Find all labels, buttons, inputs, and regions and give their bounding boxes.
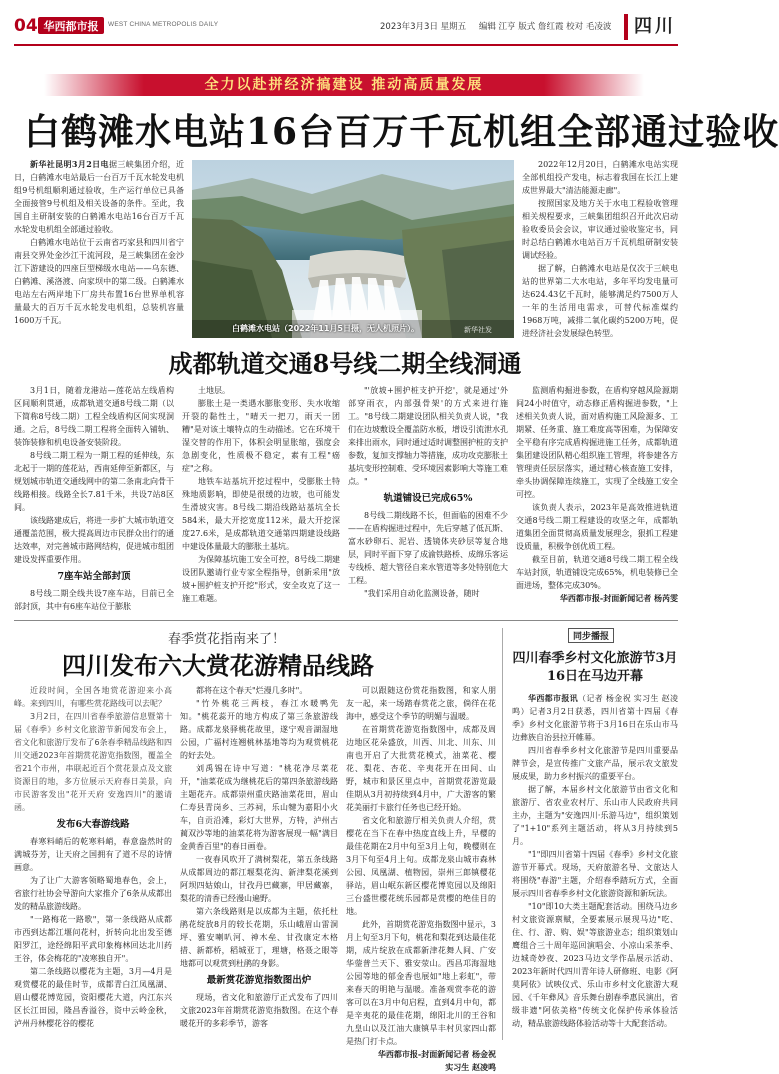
dam-photo bbox=[192, 160, 514, 338]
paragraph: 土地层。 bbox=[198, 386, 230, 395]
masthead-meta bbox=[380, 20, 621, 32]
section-divider bbox=[14, 620, 678, 621]
flower-credit: 华西都市报-封面新闻记者 杨金祝 bbox=[377, 1049, 496, 1059]
paragraph: 近段时间，全国各地赏花游迎来小高峰。来到四川，有哪些赏花路线可以去呢？ bbox=[14, 686, 172, 708]
metro-subhead-1: 7座车站全部封顶 bbox=[57, 571, 131, 582]
paragraph: 为保障基坑施工安全可控，8号线二期建设团队邀请行业专家全程指导，创新采用"放坡+围护桩支护开挖"形式，安全攻克了这一施工难题。 bbox=[182, 555, 340, 603]
page-number: 04 bbox=[14, 16, 38, 36]
paragraph: 此外，首期赏花游览指数图中显示，3月上旬至3月下旬，桃花和梨花到达最佳花期，成片绽放在成都新津花舞人间、广安华蓥普兰天下、雅安荥山。西昌邛海湿地公园等地的郁金香也展如"地上彩虹"，带来春天的明艳与温暖。准备观赏李花的游客可以在3月中旬启程，直到4月中旬，都是辛夷花的最佳花期，绵阳北川的王谷和九皇山以及江油大康镇旱丰村贝家四山都是热门打卡点。 bbox=[346, 920, 496, 1046]
paragraph: 8号线二期线路不长，但面临的困难不少——在盾构掘进过程中，先后穿越了低瓦斯、富水砂卵石、泥岩、透镜体夹砂层等复合地层，同时平面下穿了成渝铁路桥、成绵乐客运专线桥、超大管径自来水管道等多处特别危大工程。 bbox=[348, 511, 508, 585]
top-story-col2 bbox=[522, 158, 678, 338]
flower-kicker: 春季赏花指南来了！ bbox=[168, 632, 286, 647]
flower-credit-2: 实习生 赵凌鸣 bbox=[445, 1062, 496, 1072]
paragraph: "10"即10大类主题配套活动。围绕马边乡村文旅资源禀赋，全要素展示展现马边"吃、住、行、游、购、娱"等旅游业态；组织策划山鹰组合三十周年巡回演唱会、小凉山采茶季、边城奇妙夜、2023马边文学作品展示活动、2023年新时代四川青年诗人研修班、电影《阿莫阿依》试映仪式、乐山市乡村文化旅游大观园、《千年彝风》音乐舞台剧春季惠民演出，省级非遗"阿依美格"传统文化保护传承体验活动，精品旅游线路体验活动等十大配套活动。 bbox=[512, 902, 678, 1028]
second-headline: 成都轨道交通8号线二期全线洞通 bbox=[168, 349, 522, 378]
masthead-rule bbox=[14, 44, 678, 46]
metro-col1 bbox=[14, 384, 174, 614]
editor-credits: 编辑 江亨 版式 詹红霞 校对 毛凌波 bbox=[478, 22, 612, 32]
paragraph: 白鹤滩水电站位于云南省巧家县和四川省宁南县交界处金沙江干流河段，是三峡集团在金沙江下游建设的四座巨型梯级水电站——乌东德、白鹤滩、溪洛渡、向家坝中的第二级。白鹤滩水电站左右两岸地下厂房共布置16台世界单机容量最大的百万千瓦水轮发电机组，总装机容量1600万千瓦。 bbox=[14, 238, 184, 325]
column-divider bbox=[502, 628, 503, 1040]
paragraph: 第二条线路以樱花为主题，3月—4月是观赏樱花的最佳时节，成都青白江凤凰湖、眉山樱花博览园，资阳樱花大道，内江东兴区长江田园，隆昌香溢谷，资中云岭金秋，泸州丹林樱花谷的樱花 bbox=[14, 967, 172, 1028]
flower-headline: 四川发布六大赏花游精品线路 bbox=[62, 651, 374, 680]
paragraph: 一夜春风吹开了满树梨花，第五条线路从成都周边的都江堰梨花沟、新津梨花溪到阿坝四姑娘山，甘孜丹巴藏寨，甲居藏寨，梨花的清香已经漫山遍野。 bbox=[180, 855, 338, 903]
section-tag: 四川 bbox=[624, 14, 678, 40]
paragraph: 现场，省文化和旅游厅正式发布了四川文旅2023年首期赏花游览指数图。在这个春暖花开的多彩季节，游客 bbox=[180, 993, 338, 1028]
paragraph: 华西都市报讯（记者 杨金祝 实习生 赵凌鸣）记者3月2日获悉，四川省第十四届《春季》乡村文化旅游节将于3月16日在乐山市马边彝族自治县拉开帷幕。 bbox=[512, 693, 678, 742]
paragraph: 8号线二期全线共设7座车站，目前已全部封顶，其中有6座车站位于膨胀 bbox=[14, 589, 174, 611]
sidebar-headline: 四川春季乡村文化旅游节3月16日在马边开幕 bbox=[512, 651, 678, 684]
brand-subtitle: WEST CHINA METROPOLIS DAILY bbox=[108, 21, 219, 28]
paragraph: 省文化和旅游厅相关负责人介绍，赏樱花在当下在春中热度直线上升，早樱的最佳花期在2月中旬至3月上旬，晚樱则在3月下旬至4月上旬。成都龙泉山城市森林公园、凤凰湖、植物园，崇州三郎镇樱花驿站，眉山岷东新区樱花博览园以及绵阳三台盛世樱花统乐园都是赏樱的绝佳目的地。 bbox=[346, 816, 496, 916]
paragraph: 可以跟随这份赏花指数图，和家人朋友一起，来一场踏春赏花之旅，倘徉在花海中，感受这个季节的明媚与温暖。 bbox=[346, 686, 496, 721]
flower-col2 bbox=[180, 684, 338, 1040]
brand-logo bbox=[38, 14, 104, 36]
paragraph: 新华社昆明3月2日电据三峡集团介绍，近日，白鹤滩水电站最后一台百万千瓦水轮发电机组9号机组顺利通过验收，生产运行单位已具备全面接管9号机组及相关设备的条件。至此，我国自主研制安装的白鹤滩水电站16台百万千瓦水轮发电机组全部通过验收。 bbox=[14, 159, 185, 234]
paragraph: "竹外桃花三两枝，春江水暖鸭先知。"桃花蕊开的地方构成了第三条旅游线路。成都龙泉驿桃花故里，遂宁观音湖湿地公园，广福村连翘桃林基地等均为观赏桃花的好去处。 bbox=[180, 699, 338, 760]
paragraph: 3月1日，随着龙港站—莲花站左线盾构区间顺利贯通，成都轨道交通8号线二期（以下简称8号线二期）工程全线盾构区间实现洞通。之后，8号线二期工程将全面转入铺轨、装饰装修和机电设备安装阶段。 bbox=[14, 386, 174, 447]
paragraph: 在首期赏花游览指数图中，成都及周边地区花朵盛放，川西、川北、川东、川南也开启了大批赏花模式，油菜花、樱花、梨花、杏花、辛夷花开在田间、山野，城市和景区里点中，首期赏花游览最佳期从3月初持续到4月中，广大游客的繁花美丽打卡旅行任务也已经开始。 bbox=[346, 725, 496, 812]
paragraph: 地铁车站基坑开挖过程中，受膨胀土特殊地质影响，即使是很缓的边坡，也可能发生滑坡灾害。8号线二期沿线路站基坑全长584米，最大开挖宽度112米，最大开挖深度27.6米，是成都轨道交通第四期建设线路中建设体量最大的膨胀土基坑。 bbox=[182, 477, 340, 551]
metro-col4 bbox=[516, 384, 678, 616]
paragraph: 按照国家及地方关于水电工程验收管理相关规程要求，三峡集团组织召开此次启动验收委员会会议，审议通过验收鉴定书，同时总结白鹤滩水电站百万千瓦机组研制安装调试经验。 bbox=[522, 199, 678, 260]
paragraph: 据了解，白鹤滩水电站是仅次于三峡电站的世界第二大水电站，多年平均发电量可达624.43亿千瓦时，能够满足约7500万人一年的生活用电需求，可替代标准煤约1968万吨，减排二氧化碳约5200万吨，促进经济社会发展绿色转型。 bbox=[522, 264, 678, 338]
photo-caption: 白鹤滩水电站（2022年11月5日摄，无人机照片）。 bbox=[232, 324, 419, 333]
banner-edge-left bbox=[44, 74, 144, 96]
paragraph: 监测盾构掘进参数，在盾构穿越风险源期间24小时值守，动态修正盾构掘进参数，"上述相关负责人说，面对盾构施工风险源多、工期紧、任务重、施工难度高等困难，为保障安全平稳有序完成盾构掘进施工任务，成都轨道集团建设团队精心组织施工管理，将参建各方管理责任层层落实，通过精心核查施工安排，牵头协调保障连续施工，实现了全线施工安全可控。 bbox=[516, 386, 678, 499]
top-story-col1 bbox=[14, 158, 184, 338]
paragraph: 截至目前，轨道交通8号线二期工程全线车站封顶，轨道铺设完成65%，机电装修已全面进场，整体完成30%。 bbox=[516, 555, 678, 590]
metro-col3 bbox=[348, 384, 508, 614]
paragraph: 据了解，本届乡村文化旅游节由省文化和旅游厅、省农业农村厅、乐山市人民政府共同主办，主题为"安逸四川·乐游马边"，组织策划了"1+10"系列主题活动，将从3月持续到5月。 bbox=[512, 785, 678, 846]
paragraph: 第六条线路则是以成都为主题，依托杜鹃花绽放8月的较长花期，乐山峨眉山雷洞坪、雅安喇叭河、神木垒、甘孜康定木格措、新都桥，稻城亚丁，理塘，格聂之眼等地都可以观赏到杜鹃的身影。 bbox=[180, 907, 338, 968]
issue-date: 2023年3月3日 星期五 bbox=[380, 22, 467, 32]
paragraph: 刘禹锡在诗中写道："桃花净尽菜花开，"油菜花成为继桃花后的第四条旅游线路主题花卉。成都崇州重庆路油菜花田，眉山仁寿县青岗乡、三苏祠，乐山犍为嘉阳小火车，自贡沿滩，彩灯大世界，方特，泸州古蔺双沙等地的油菜花将为游客展现一幅"满目金黄香百里"的春日画卷。 bbox=[180, 764, 338, 851]
flower-col3 bbox=[346, 684, 496, 1072]
paragraph: "1"即四川省第十四届《春季》乡村文化旅游节开幕式。现场，天府旅游名导、文旅达人将围绕"春游"主题，介绍春季踏玩方式，全面展示四川省春季乡村文化旅游资源和新玩法。 bbox=[512, 850, 678, 898]
paragraph: 该负责人表示，2023年是高效推进轨道交通8号线二期工程建设的攻坚之年，成都轨道集团全面贯彻高质量发展理念，狠抓工程建设质量，积极争创优质工程。 bbox=[516, 503, 678, 551]
flower-subhead-1: 发布6大春游线路 bbox=[56, 819, 130, 830]
paragraph: 都将在这个春天"烂漫几多时"。 bbox=[196, 686, 308, 695]
paragraph: "我们采用自动化监测设备，随时 bbox=[364, 589, 480, 598]
metro-credit: 华西都市报-封面新闻记者 杨芮雯 bbox=[559, 593, 678, 603]
paragraph: 2022年12月20日，白鹤滩水电站实现全部机组投产发电，标志着我国在长江上建成世界最大"清洁能源走廊"。 bbox=[522, 160, 678, 195]
metro-col2 bbox=[182, 384, 340, 614]
paragraph: "'放坡+围护桩支护开挖'，就是通过'外部穿雨衣，内部强骨架'的方式来进行施工。"8号线二期建设团队相关负责人说，"我们在边坡敷设全覆盖防水板，增设引流泄水孔来排出雨水，同时通过适时调整围护桩的支护参数，复加支撑轴力等措施，成功攻克膨胀土基坑变形控制难、受环境因素影响大等施工难点。" bbox=[348, 386, 508, 486]
paragraph: 春寒料峭后的乾寒料峭，春意盎然时的满城芬芳，让天府之国拥有了道不尽的诗情画意。 bbox=[14, 837, 172, 872]
sidebar-body bbox=[512, 692, 678, 1040]
banner-edge-right bbox=[544, 74, 644, 96]
flower-col1 bbox=[14, 684, 172, 1040]
paragraph: 8号线二期工程为一期工程的延伸线，东北起于一期的莲花站，西南延伸至新都区，与规划城市轨道交通线网中的第二条南北向骨干线路相接。线路全长7.81千米，共设7站8区间。 bbox=[14, 451, 174, 512]
photo-credit: 新华社发 bbox=[464, 326, 492, 334]
sync-report-tag: 同步播报 bbox=[568, 628, 614, 643]
top-headline: 白鹤滩水电站16台百万千瓦机组全部通过验收 bbox=[24, 111, 779, 153]
brand-logo-text: 华西都市报 bbox=[43, 20, 99, 33]
paragraph: 四川省春季乡村文化旅游节是四川重要品牌节会，是宣传推广文旅产品，展示农文旅发展成果，助力乡村振兴的重要平台。 bbox=[512, 746, 678, 781]
paragraph: 该线路建成后，将进一步扩大城市轨道交通覆盖范围，极大提高周边市民群众出行的通达效率，对完善城市路网结构，促进城市组团建设发挥重要作用。 bbox=[14, 516, 174, 564]
paragraph: 3月2日，在四川省春季旅游信息暨第十届《春季》乡村文化旅游节新闻发布会上，省文化和旅游厅发布了6条春季精品线路和四川交通2023年首期赏花游览指数图，覆盖全省21个市州，串联起近百个赏花景点及文旅资源目的地，多方位展示天府春日美景，向市民游客发出"花开天府 安逸四川"的邀请函。 bbox=[14, 712, 172, 812]
paragraph: 膨胀土是一类遇水膨胀变形、失水收缩开裂的黏性土，"晴天一把刀，雨天一团糟"是对该土壤特点的生动描述。它在环境干湿交替的作用下，体积会明显胀缩，强度会急剧变化，性质极不稳定，素有工程"癌症"之称。 bbox=[182, 399, 340, 473]
slogan-banner: 全力以赴拼经济搞建设 推动高质量发展 bbox=[144, 74, 544, 96]
flower-subhead-2: 最新赏花游览指数图出炉 bbox=[206, 975, 312, 986]
metro-subhead-2: 轨道铺设已完成65% bbox=[383, 493, 473, 504]
paragraph: 为了让广大游客领略蜀地春色，会上，省旅行社协会导游向大家推介了6条从成都出发的精品旅游线路。 bbox=[14, 876, 172, 911]
paragraph: "一路梅花一路歌"，第一条线路从成都市西到达都江堰问花村，折转向北出发至德阳罗江，途经绵阳平武印象梅林回达北川药王谷，体会梅花的"凌寒独自开"。 bbox=[14, 915, 172, 963]
